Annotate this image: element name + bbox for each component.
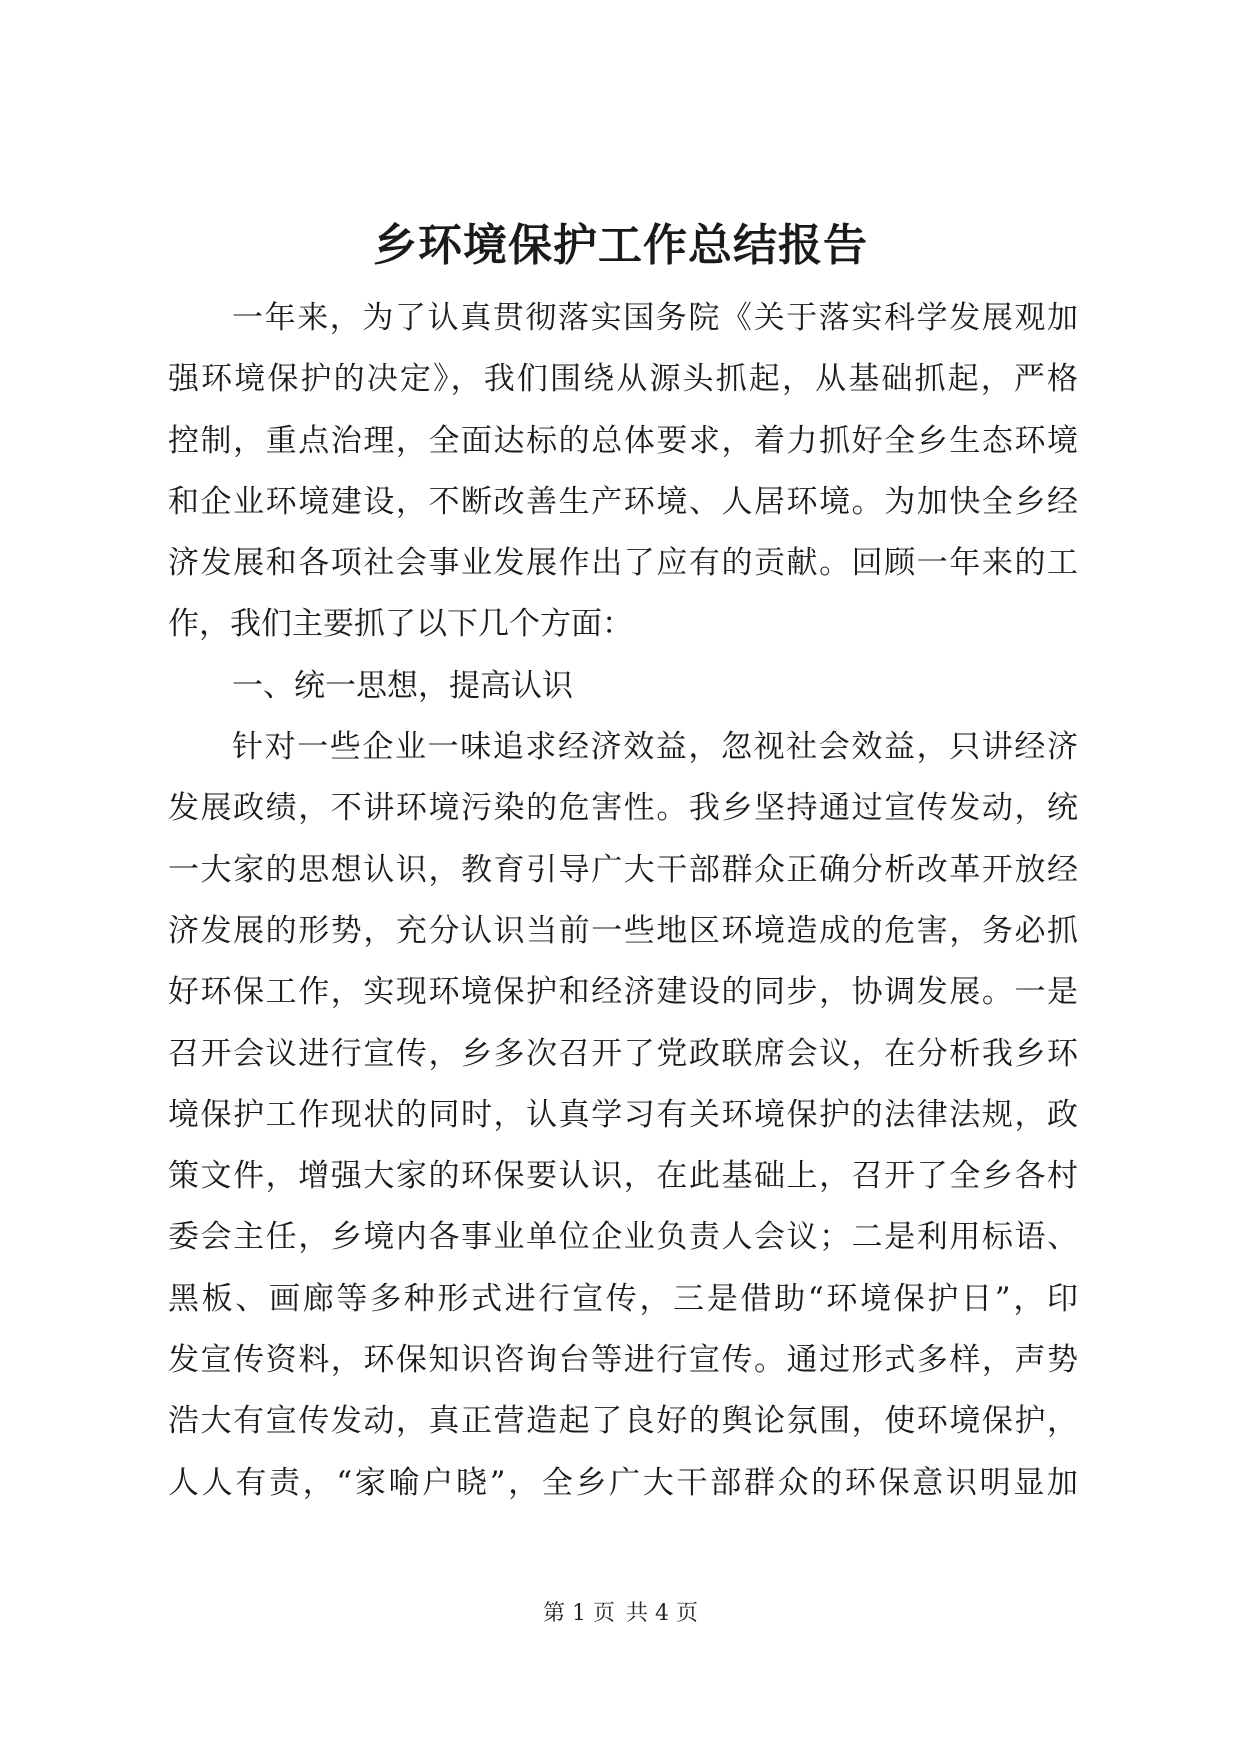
document-title: 乡环境保护工作总结报告	[373, 220, 868, 271]
paragraph-2-line-1: 针对一些企业一味追求经济效益，忽视社会效益，只讲经济	[232, 729, 1078, 766]
paragraph-2-line-3: 一大家的思想认识，教育引导广大干部群众正确分析改革开放经	[168, 851, 1078, 888]
paragraph-2-line-6: 召开会议进行宣传，乡多次召开了党政联席会议，在分析我乡环	[168, 1035, 1078, 1072]
section-heading-1: 一、统一思想，提高认识	[232, 667, 573, 704]
page-footer	[0, 1599, 1241, 1629]
paragraph-2-line-4: 济发展的形势，充分认识当前一些地区环境造成的危害，务必抓	[168, 912, 1078, 949]
paragraph-2-line-11: 发宣传资料，环保知识咨询台等进行宣传。通过形式多样，声势	[168, 1342, 1078, 1379]
paragraph-2-line-5: 好环保工作，实现环境保护和经济建设的同步，协调发展。一是	[168, 974, 1078, 1011]
paragraph-2-line-7: 境保护工作现状的同时，认真学习有关环境保护的法律法规，政	[168, 1096, 1078, 1133]
paragraph-2-line-13: 人人有责，“家喻户晓”，全乡广大干部群众的环保意识明显加	[168, 1464, 1078, 1501]
paragraph-1-line-2: 强环境保护的决定》，我们围绕从源头抓起，从基础抓起，严格	[168, 361, 1078, 398]
page-number: 第 1 页	[543, 1601, 615, 1626]
paragraph-1-line-1: 一年来，为了认真贯彻落实国务院《关于落实科学发展观加	[232, 300, 1078, 336]
paragraph-2-line-2: 发展政绩，不讲环境污染的危害性。我乡坚持通过宣传发动，统	[168, 790, 1078, 827]
paragraph-1-line-4: 和企业环境建设，不断改善生产环境、人居环境。为加快全乡经	[168, 483, 1078, 520]
paragraph-1-line-5: 济发展和各项社会事业发展作出了应有的贡献。回顾一年来的工	[168, 545, 1078, 582]
paragraph-2-line-12: 浩大有宣传发动，真正营造起了良好的舆论氛围，使环境保护，	[168, 1403, 1078, 1440]
document-body	[168, 288, 1078, 1514]
paragraph-1-line-6: 作，我们主要抓了以下几个方面：	[168, 606, 633, 643]
paragraph-2-line-10: 黑板、画廊等多种形式进行宣传，三是借助“环境保护日”，印	[168, 1280, 1078, 1317]
paragraph-1-line-3: 控制，重点治理，全面达标的总体要求，着力抓好全乡生态环境	[168, 422, 1078, 459]
paragraph-2-line-8: 策文件，增强大家的环保要认识，在此基础上，召开了全乡各村	[168, 1158, 1078, 1195]
paragraph-2-line-9: 委会主任，乡境内各事业单位企业负责人会议；二是利用标语、	[168, 1219, 1078, 1256]
page-total: 共 4 页	[626, 1601, 698, 1626]
